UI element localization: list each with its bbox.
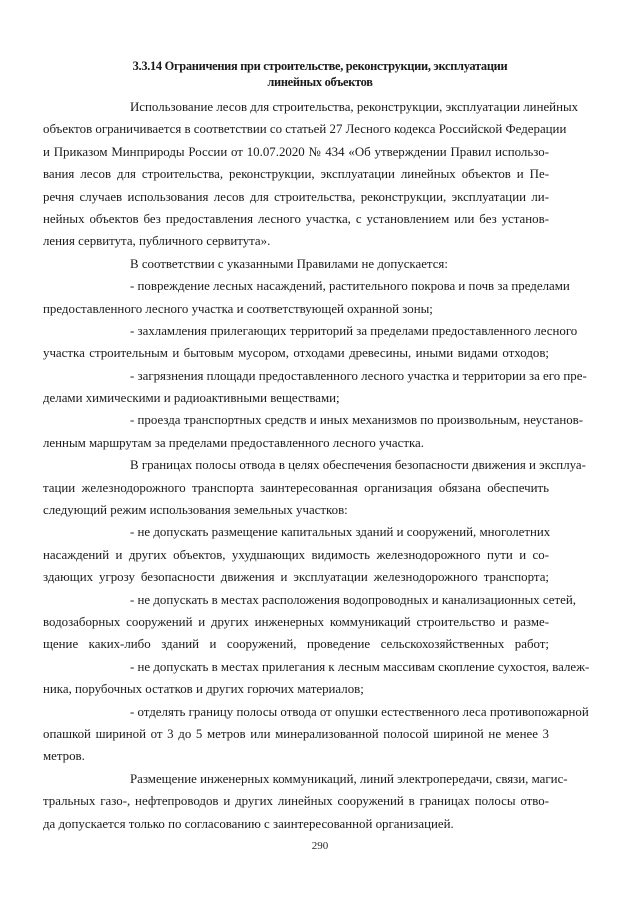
- text-line: участка строительным и бытовым мусором, отходами древесины, иными видами отходов;: [43, 346, 549, 361]
- paragraph-utility-placement: [43, 768, 568, 835]
- list-item-combustibles: [43, 656, 590, 701]
- text-line: - не допускать в местах прилегания к лесным массивам скопление сухостоя, валеж-: [130, 659, 590, 674]
- text-line: насаждений и других объектов, ухудшающих видимость железнодорожного пути и со-: [43, 547, 549, 562]
- text-line: - не допускать в местах расположения водопроводных и канализационных сетей,: [130, 592, 577, 607]
- section-heading: [40, 59, 600, 90]
- paragraph-right-of-way: [43, 454, 586, 521]
- text-line: нейных объектов без предоставления лесного участка, с установлением или без установ-: [43, 211, 549, 226]
- text-line: ленным маршрутам за пределами предоставленного лесного участка.: [43, 435, 425, 450]
- text-line: речня случаев использования лесов для строительства, реконструкции, эксплуатации ли-: [43, 189, 549, 204]
- section-heading-line-2: линейных объектов: [267, 74, 373, 89]
- list-item-pollution: [43, 365, 587, 410]
- text-line: В границах полосы отвода в целях обеспечения безопасности движения и эксплуа-: [130, 458, 586, 473]
- text-line: - не допускать размещение капитальных зданий и сооружений, многолетних: [130, 525, 551, 540]
- text-line: объектов ограничивается в соответствии со статьей 27 Лесного кодекса Российской Федерации: [43, 122, 567, 137]
- text-line: делами химическими и радиоактивными веществами;: [43, 391, 340, 406]
- text-line: - повреждение лесных насаждений, растительного покрова и почв за пределами: [130, 279, 570, 294]
- text-line: да допускается только по согласованию с заинтересованной организацией.: [43, 816, 454, 831]
- list-item-damage: [43, 275, 570, 320]
- text-line: тации железнодорожного транспорта заинтересованная организация обязана обеспечить: [43, 480, 549, 495]
- text-line: щение каких-либо зданий и сооружений, проведение сельскохозяйственных работ;: [43, 637, 549, 652]
- text-line: ника, порубочных остатков и других горючих материалов;: [43, 682, 364, 697]
- list-item-utility-networks: [43, 589, 577, 656]
- text-line: здающих угрозу безопасности движения и эксплуатации железнодорожного транспорта;: [43, 570, 549, 585]
- text-line: и Приказом Минприроды России от 10.07.2020 № 434 «Об утверждении Правил использо-: [43, 144, 549, 159]
- text-line: - отделять границу полосы отвода от опушки естественного леса противопожарной: [130, 704, 589, 719]
- text-line: - захламления прилегающих территорий за пределами предоставленного лесного: [130, 323, 578, 338]
- list-item-capital-buildings: [43, 521, 551, 588]
- section-heading-line-1: 3.3.14 Ограничения при строительстве, реконструкции, эксплуатации: [132, 59, 508, 73]
- paragraph-prohibitions-intro: [87, 253, 549, 275]
- text-line: водозаборных сооружений и других инженерных коммуникаций строительство и разме-: [43, 614, 549, 629]
- list-item-firebreak: [43, 701, 589, 768]
- text-line: предоставленного лесного участка и соответствующей охранной зоны;: [43, 301, 433, 316]
- text-line: вания лесов для строительства, реконструкции, эксплуатации линейных объектов и Пе-: [43, 167, 549, 182]
- body-text: [43, 96, 590, 835]
- text-line: опашкой шириной от 3 до 5 метров или минерализованной полосой шириной не менее 3: [43, 726, 549, 741]
- text-line: - загрязнения площади предоставленного лесного участка и территории за его пре-: [130, 368, 587, 383]
- text-line: тральных газо-, нефтепроводов и других линейных сооружений в границах полосы отво-: [43, 794, 549, 809]
- text-line: следующий режим использования земельных участков:: [43, 503, 348, 518]
- paragraph-forest-use-restrictions: [43, 96, 579, 253]
- text-line: В соответствии с указанными Правилами не допускается:: [130, 256, 448, 271]
- list-item-littering: [43, 320, 578, 365]
- text-line: ления сервитута, публичного сервитута».: [43, 234, 271, 249]
- text-line: - проезда транспортных средств и иных механизмов по произвольным, неустанов-: [130, 413, 584, 428]
- text-line: метров.: [43, 749, 85, 764]
- text-line: Использование лесов для строительства, реконструкции, эксплуатации линейных: [130, 100, 579, 114]
- list-item-vehicles: [43, 409, 584, 454]
- text-line: Размещение инженерных коммуникаций, линий электропередачи, связи, магис-: [130, 771, 568, 786]
- page-number: 290: [311, 840, 329, 852]
